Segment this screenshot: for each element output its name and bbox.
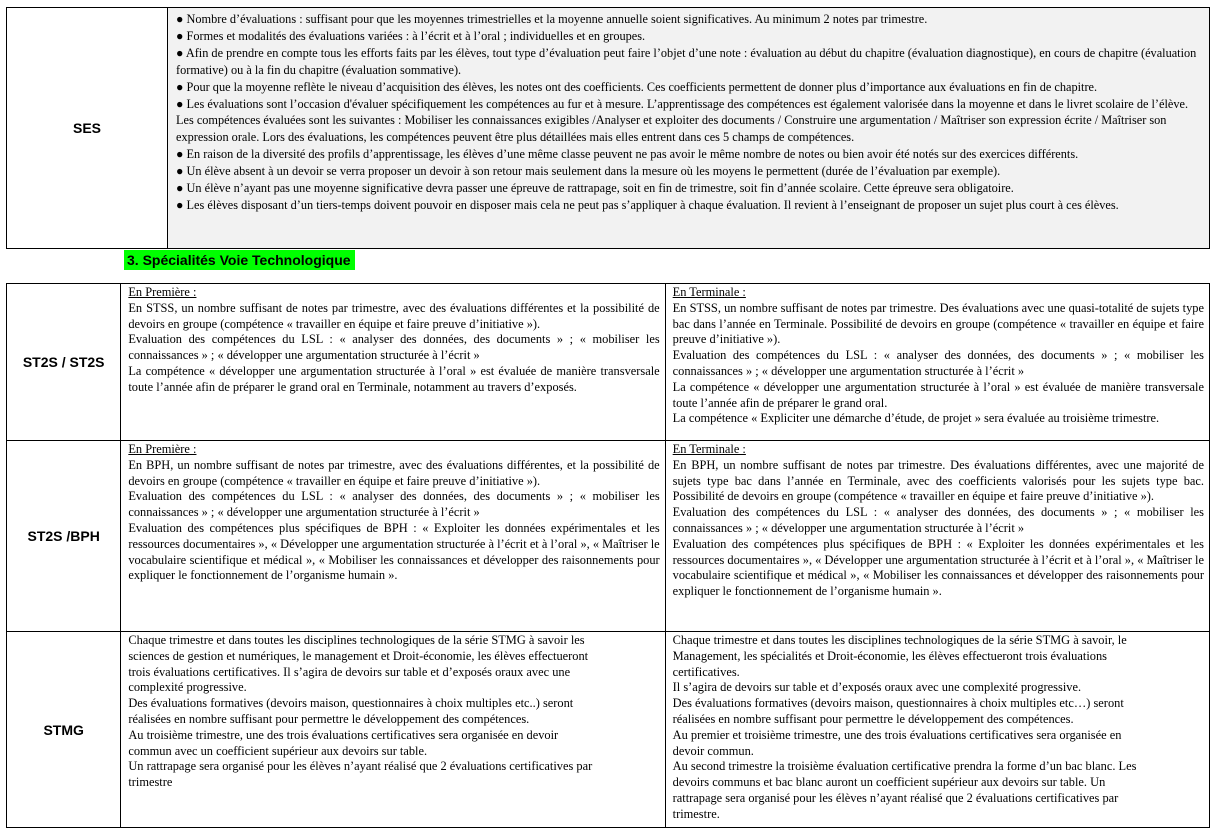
text-line: réalisées en nombre suffisant pour permettre le développement des compétences. bbox=[672, 711, 1074, 726]
subject-cell bbox=[7, 284, 121, 441]
ses-subject-cell bbox=[7, 8, 168, 249]
paragraph: Evaluation des compétences du LSL : « analyser des données, des documents » ; « mobiliser les connaissances » ; « développer une argumentation structurée à l’écrit » bbox=[128, 489, 660, 520]
text-line: trimestre. bbox=[672, 806, 720, 821]
ses-bullet-3: ● Afin de prendre en compte tous les efforts faits par les élèves, tout type d’évaluation peut faire l’objet d’une note : évaluation au début du chapitre (évaluation diagnostique), en cours de chapitre (évaluation formative) ou à la fin du chapitre (évaluation sommative). bbox=[176, 45, 1197, 77]
text-line: Au premier et troisième trimestre, une des trois évaluations certificatives sera organisée en bbox=[672, 727, 1122, 742]
ses-bullets bbox=[176, 11, 1199, 214]
subject-label: ST2S / ST2S bbox=[22, 354, 105, 370]
table-row-st2s-st2s bbox=[7, 284, 1210, 441]
paragraph: La compétence « développer une argumentation structurée à l’oral » est évaluée de manière transversale toute l’année afin de préparer le grand oral. bbox=[672, 379, 1204, 410]
table-row-st2s-bph bbox=[7, 441, 1210, 632]
text-line: trimestre bbox=[128, 775, 173, 790]
ses-bullet-2: ● Formes et modalités des évaluations variées : à l’écrit et à l’oral ; individuelles et en groupes. bbox=[176, 28, 646, 43]
ses-bullet-6: ● En raison de la diversité des profils d’apprentissage, les élèves d’une même classe peuvent ne pas avoir le même nombre de notes ou bien avoir été notés sur des exercices différents. bbox=[176, 147, 1079, 162]
paragraph: Evaluation des compétences du LSL : « analyser des données, des documents » ; « mobiliser les connaissances » ; « développer une argumentation structurée à l’écrit » bbox=[672, 505, 1204, 535]
ses-bullet-9: ● Les élèves disposant d’un tiers-temps doivent pouvoir en disposer mais cela ne peut pas s’appliquer à chaque évaluation. Il revient à l’enseignant de proposer un sujet plus court à ces élèves. bbox=[176, 197, 1119, 212]
text-line: Management, les spécialités et Droit-économie, les élèves effectueront trois évaluations bbox=[672, 648, 1107, 663]
paragraph: Evaluation des compétences plus spécifiques de BPH : « Exploiter les données expérimentales et les ressources documentaires », « Développer une argumentation structurée à l’écrit et à l’oral », « Maîtriser le vocabulaire scientifique et médical », « Mobiliser les connaissances et développer des raisonnements pour expliquer le fonctionnement de l’organisme humain ». bbox=[128, 520, 660, 583]
ses-content-cell bbox=[168, 8, 1210, 249]
paragraph: En STSS, un nombre suffisant de notes par trimestre, avec des évaluations différentes et la possibilité de devoirs en groupe (compétence « travailler en équipe et faire preuve d’initiative »). bbox=[128, 300, 660, 331]
ses-bullet-5: ● Les évaluations sont l’occasion d'évaluer spécifiquement les compétences au fur et à mesure. L’apprentissage des compétences est également valorisée dans la moyenne et dans le livret scolaire de l’élève. Les compétences évaluées sont les suivantes : Mobiliser les connaissances exigibles /Analyser et exploiter des documents / Construire une argumentation / Maîtriser son expression écrite / Maîtriser son expression orale. Lors des évaluations, les compétences peuvent être plus détaillées mais elles entrent dans ces 5 champs de compétences. bbox=[176, 96, 1189, 145]
text-line: Il s’agira de devoirs sur table et d’exposés oraux avec une complexité progressive. bbox=[672, 680, 1082, 695]
text-line: Des évaluations formatives (devoirs maison, questionnaires à choix multiples etc…) seront bbox=[672, 696, 1124, 711]
text-line: rattrapage sera organisé pour les élèves n’ayant réalisé que 2 évaluations certificatives par bbox=[672, 790, 1119, 805]
ses-subject-label: SES bbox=[72, 120, 101, 136]
ses-bullet-4: ● Pour que la moyenne reflète le niveau d’acquisition des élèves, les notes ont des coefficients. Ces coefficients permettent de donner plus d’importance aux évaluations en fin de chapitre. bbox=[176, 79, 1098, 94]
section-heading: 3. Spécialités Voie Technologique bbox=[124, 250, 355, 270]
paragraph: Evaluation des compétences du LSL : « analyser des données, des documents » ; « mobiliser les connaissances » ; « développer une argumentation structurée à l’écrit » bbox=[672, 348, 1204, 378]
text-line: Au second trimestre la troisième évaluation certificative prendra la forme d’un bac blanc. Les bbox=[672, 759, 1137, 774]
ses-bullet-7: ● Un élève absent à un devoir se verra proposer un devoir à son retour mais seulement dans la mesure où les moyens le permettent (durée de l’évaluation par exemple). bbox=[176, 164, 1001, 179]
ses-bullet-1: ● Nombre d’évaluations : suffisant pour que les moyennes trimestrielles et la moyenne annuelle soient significatives. Au minimum 2 notes par trimestre. bbox=[176, 12, 928, 26]
tech-specialties-table bbox=[6, 283, 1210, 828]
paragraph: Evaluation des compétences plus spécifiques de BPH : « Exploiter les données expérimentales et les ressources documentaires », « Développer une argumentation structurée à l’écrit et à l’oral », « Maîtriser le vocabulaire scientifique et médical », « Mobiliser les connaissances et développer des raisonnements pour expliquer le fonctionnement de l’organisme humain ». bbox=[672, 536, 1204, 599]
text-line: devoir commun. bbox=[672, 743, 754, 758]
paragraph: En BPH, un nombre suffisant de notes par trimestre. Des évaluations différentes, avec une majorité de sujets type bac dans l’année en Terminale, avec des coefficients valorisés pour les sujets type bac. Possibilité de devoirs en groupe (compétence « travailler en équipe et faire preuve d’initiative »). bbox=[672, 457, 1204, 504]
premiere-cell bbox=[121, 441, 665, 632]
premiere-cell bbox=[121, 632, 665, 828]
text-line: devoirs communs et bac blanc auront un coefficient supérieur aux devoirs sur table. Un bbox=[672, 775, 1106, 790]
text-line: complexité progressive. bbox=[128, 680, 247, 695]
subject-cell bbox=[7, 632, 121, 828]
subject-label: STMG bbox=[43, 721, 84, 738]
terminale-heading: En Terminale : bbox=[672, 285, 746, 299]
text-line: Un rattrapage sera organisé pour les élèves n’ayant réalisé que 2 évaluations certificatives par bbox=[128, 759, 593, 774]
text-line: Au troisième trimestre, une des trois évaluations certificatives sera organisée en devoir bbox=[128, 727, 559, 742]
terminale-cell bbox=[665, 284, 1209, 441]
paragraph: En STSS, un nombre suffisant de notes par trimestre. Des évaluations avec une quasi-totalité de sujets type bac dans l’année en Terminale. Possibilité de devoirs en groupe (compétence « travailler en équipe et faire preuve d’initiative »). bbox=[672, 300, 1204, 347]
ses-bullet-8: ● Un élève n’ayant pas une moyenne significative devra passer une épreuve de rattrapage, soit en fin de trimestre, soit fin d’année scolaire. Cette épreuve sera obligatoire. bbox=[176, 181, 1014, 196]
text-line: commun avec un coefficient supérieur aux devoirs sur table. bbox=[128, 743, 428, 758]
text-line: Des évaluations formatives (devoirs maison, questionnaires à choix multiples etc..) seront bbox=[128, 696, 574, 711]
premiere-cell bbox=[121, 284, 665, 441]
paragraph: En BPH, un nombre suffisant de notes par trimestre, avec des évaluations différentes, et la possibilité de devoirs en groupe (compétence « travailler en équipe et faire preuve d’initiative »). bbox=[128, 457, 660, 488]
text-line: réalisées en nombre suffisant pour permettre le développement des compétences. bbox=[128, 711, 530, 726]
premiere-heading: En Première : bbox=[128, 285, 197, 299]
text-line: trois évaluations certificatives. Il s’agira de devoirs sur table et d’exposés oraux avec une bbox=[128, 664, 571, 679]
paragraph: La compétence « Expliciter une démarche d’étude, de projet » sera évaluée au troisième trimestre. bbox=[672, 411, 1160, 426]
terminale-cell bbox=[665, 441, 1209, 632]
terminale-heading: En Terminale : bbox=[672, 442, 746, 456]
premiere-heading: En Première : bbox=[128, 442, 197, 456]
text-line: Chaque trimestre et dans toutes les disciplines technologiques de la série STMG à savoir les bbox=[128, 633, 585, 647]
text-line: Chaque trimestre et dans toutes les disciplines technologiques de la série STMG à savoir, le bbox=[672, 633, 1127, 647]
ses-row bbox=[7, 8, 1210, 249]
paragraph: Evaluation des compétences du LSL : « analyser des données, des documents » ; « mobiliser les connaissances » ; « développer une argumentation structurée à l’écrit » bbox=[128, 332, 660, 363]
text-line: certificatives. bbox=[672, 664, 740, 679]
terminale-cell bbox=[665, 632, 1209, 828]
paragraph: La compétence « développer une argumentation structurée à l’oral » est évaluée de manière transversale toute l’année afin de préparer le grand oral en Terminale, notamment au travers d’exposés. bbox=[128, 363, 660, 394]
subject-cell bbox=[7, 441, 121, 632]
ses-table bbox=[6, 7, 1210, 249]
text-line: sciences de gestion et numériques, le management et Droit-économie, les élèves effectueront bbox=[128, 648, 589, 663]
table-row-stmg bbox=[7, 632, 1210, 828]
subject-label: ST2S /BPH bbox=[27, 528, 100, 544]
